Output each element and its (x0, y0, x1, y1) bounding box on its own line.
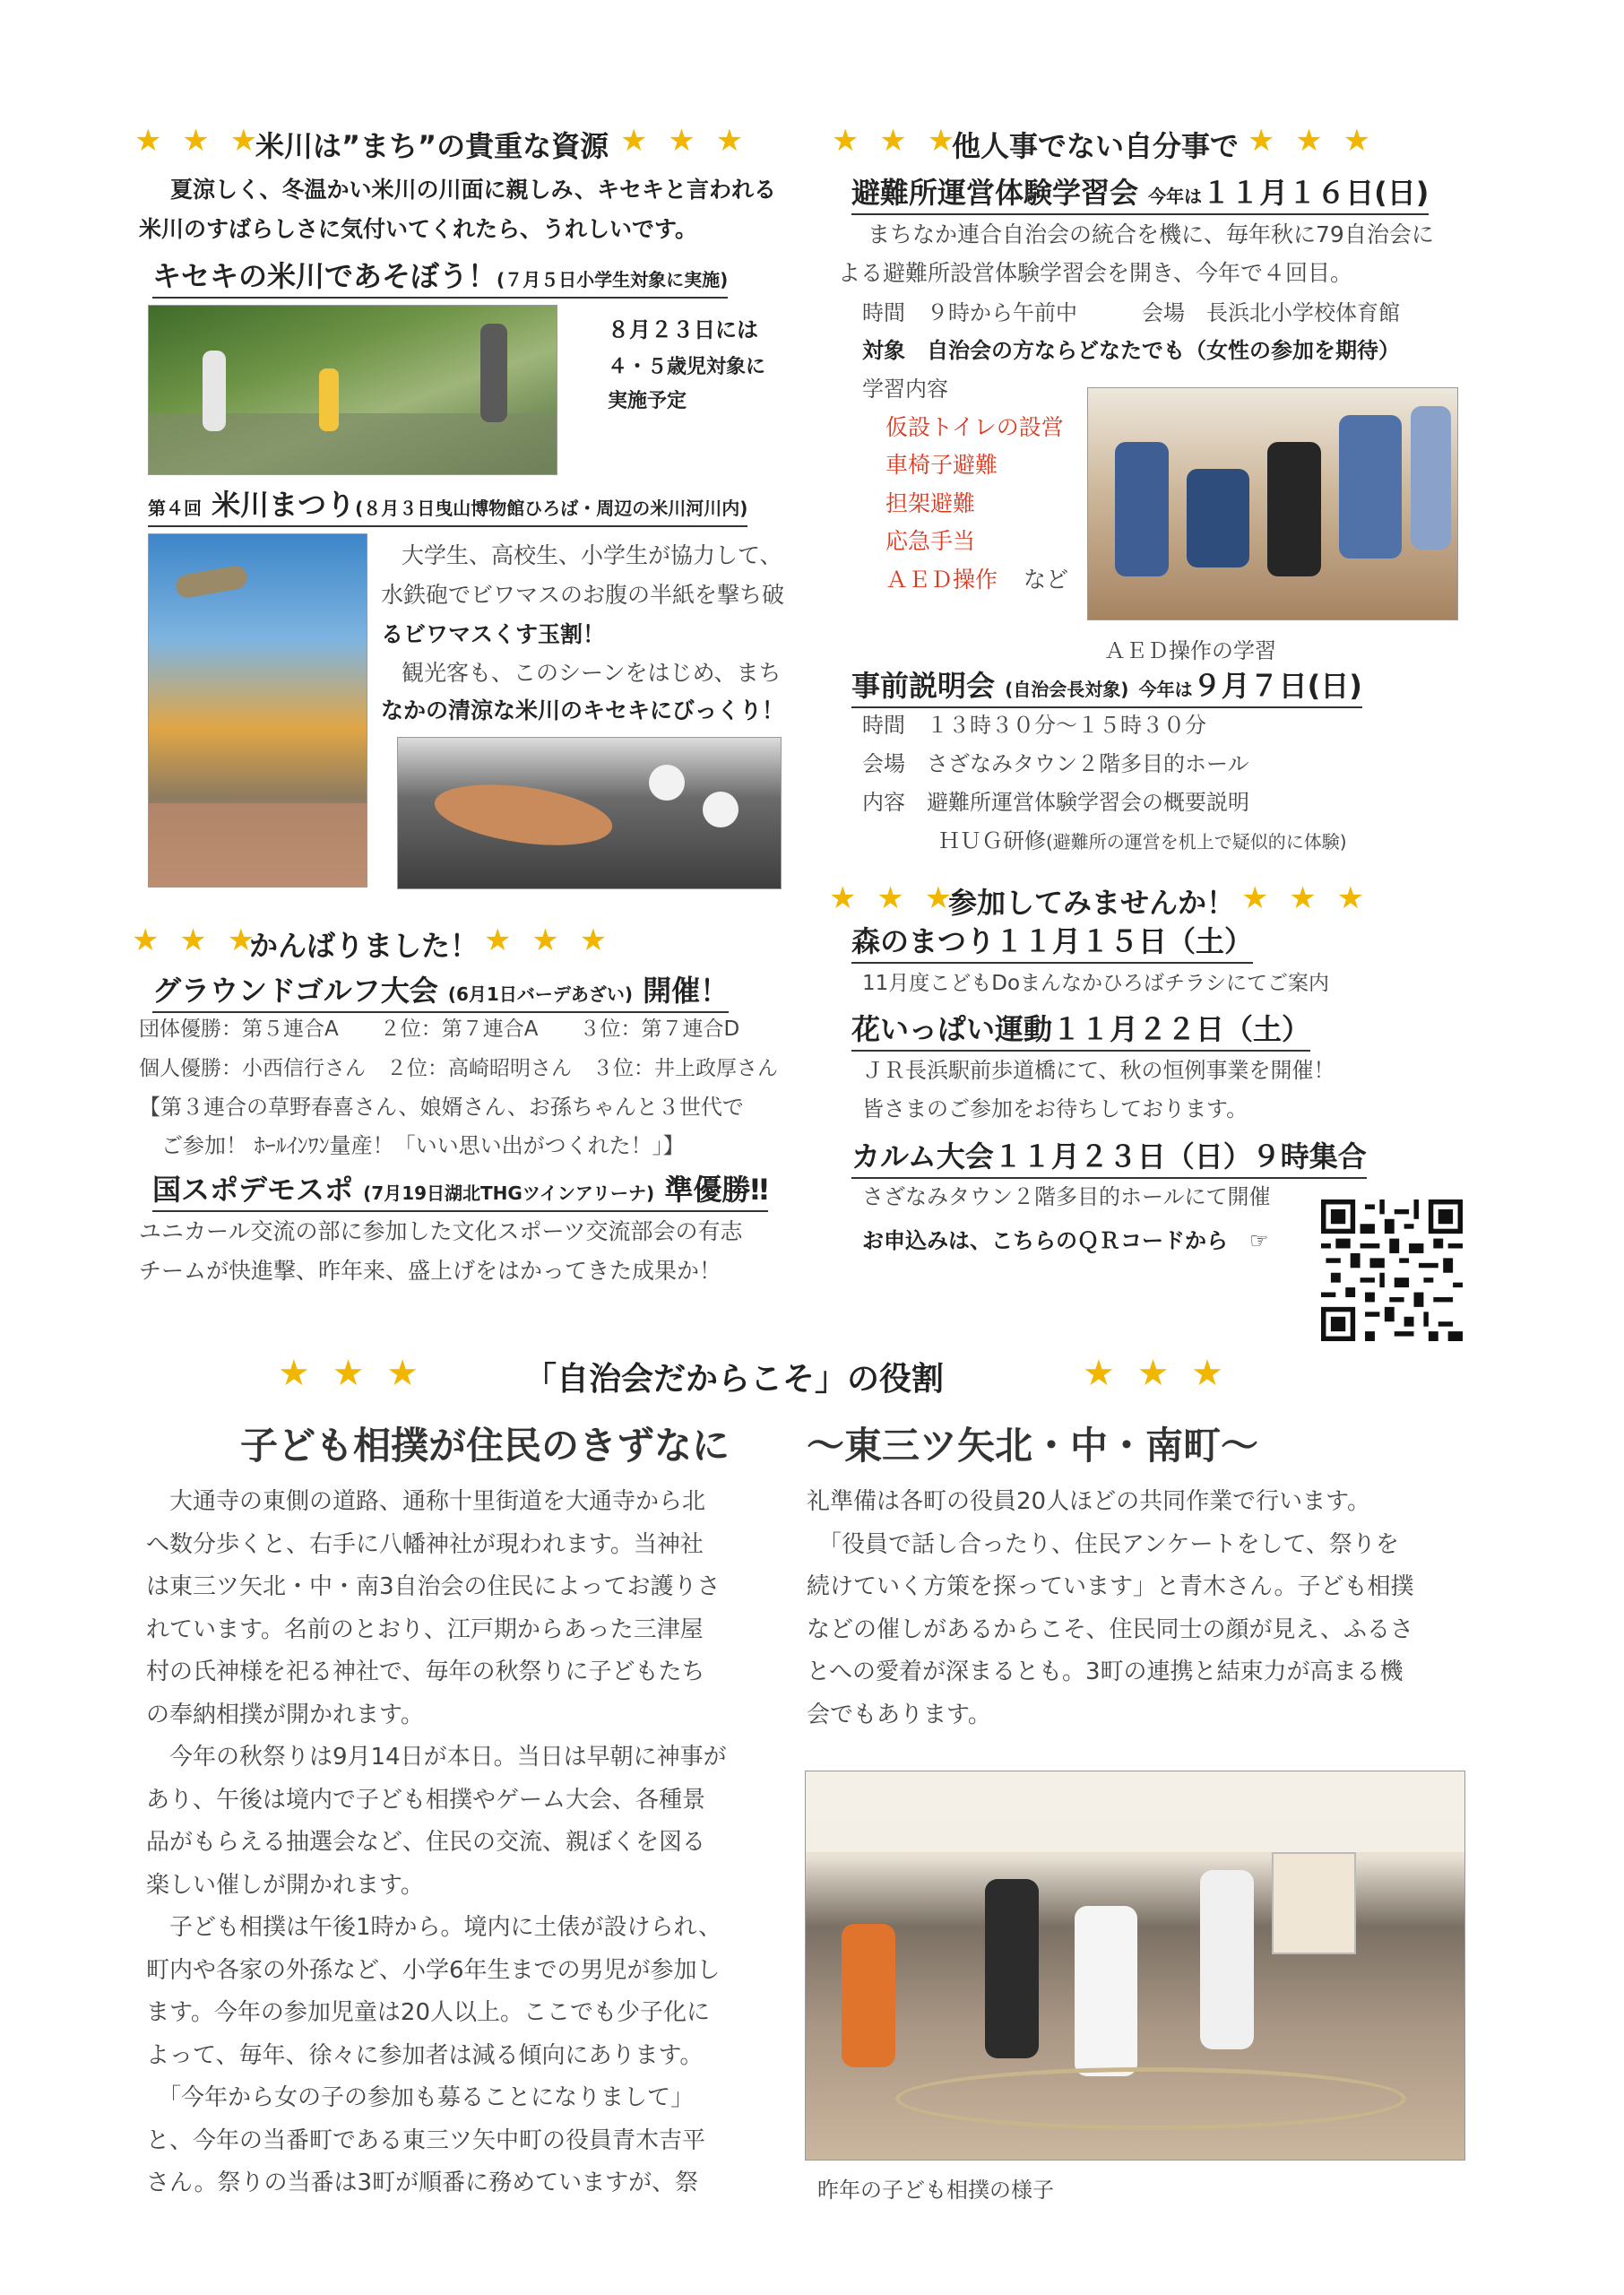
golf-line-1: 団体優勝：第５連合A ２位：第７連合A ３位：第７連合D (139, 1018, 740, 1041)
feature-headline-right: ～東三ツ矢北・中・南町～ (807, 1424, 1259, 1468)
star-group-right-2: ★ ★ ★ (829, 880, 958, 916)
photo-kids-sumo (805, 1771, 1465, 2161)
star-group-bottom-right: ★ ★ ★ (1083, 1353, 1230, 1394)
hinan-time-venue: 時間 ９時から午前中 会場 長浜北小学校体育館 (862, 300, 1400, 325)
star-group-left-1: ★ ★ ★ (134, 123, 263, 159)
feature-left-line: へ数分歩くと、右手に八幡神社が現われます。当神社 (146, 1530, 704, 1558)
star-group-right-1b: ★ ★ ★ (1248, 123, 1377, 159)
golf-line-2: 個人優勝：小西信行さん ２位：高崎昭明さん ３位：井上政厚さん (139, 1057, 778, 1080)
jizen-content: 内容 避難所運営体験学習会の概要説明 (862, 790, 1249, 815)
feature-left-line: と、今年の当番町である東三ツ矢中町の役員青木吉平 (146, 2126, 706, 2154)
feature-right-line: などの催しがあるからこそ、住民同士の顔が見え、ふるさ (807, 1615, 1414, 1643)
mori-line-1: 11月度こどもDoまんなかひろばチラシにてご案内 (862, 972, 1330, 995)
feature-left-line: よって、毎年、徐々に参加者は減る傾向にあります。 (146, 2041, 704, 2069)
section-title-yonekawa: 米川は”まち”の貴重な資源 (255, 129, 609, 163)
photo-matsuri-kusudama (148, 533, 367, 888)
photo-aed-training (1087, 387, 1458, 620)
star-group-left-2b: ★ ★ ★ (484, 922, 613, 958)
feature-left-line: 「今年から女の子の参加も募ることになりまして」 (146, 2084, 695, 2111)
hinan-title: 避難所運営体験学習会 今年は１１月１６日(日) (851, 170, 1429, 215)
karumu-line-2: お申込みは、こちらのＱＲコードから ☞ (862, 1228, 1269, 1253)
feature-right-line: 会でもあります。 (807, 1701, 991, 1728)
mori-title: 森のまつり１１月１５日（土） (851, 919, 1253, 964)
matsuri-title: 第４回 米川まつり(８月３日曳山博物館ひろば・周辺の米川河川内) (148, 482, 747, 527)
kiseki-side-2: ４・５歳児対象に (608, 356, 766, 378)
feature-left-line: 今年の秋祭りは9月14日が本日。当日は早朝に神事が (146, 1744, 727, 1771)
feature-right-line: とへの愛着が深まるとも。3町の連携と結束力が高まる機 (807, 1658, 1404, 1685)
qr-code-icon[interactable] (1321, 1199, 1463, 1341)
matsuri-text-2: 水鉄砲でビワマスのお腹の半紙を撃ち破 (381, 582, 785, 608)
pointing-hand-icon: ☞ (1249, 1228, 1269, 1253)
star-group-right-1: ★ ★ ★ (832, 123, 961, 159)
supo-line-2: チームが快進撃、昨年来、盛上げをはかってきた成果か！ (139, 1258, 722, 1284)
supo-line-1: ユニカール交流の部に参加した文化スポーツ交流部会の有志 (139, 1218, 743, 1244)
star-group-left-1b: ★ ★ ★ (620, 123, 749, 159)
kiseki-title: キセキの米川であそぼう！(７月５日小学生対象に実施) (152, 254, 728, 299)
feature-left-line: ます。今年の参加児童は20人以上。ここでも少子化に (146, 1999, 711, 2026)
feature-headline-left: 子ども相撲が住民のきずなに (240, 1424, 730, 1468)
learn-items-suffix: など (1024, 567, 1069, 593)
section-title-ganbari: かんばりました！ (249, 929, 479, 963)
star-group-right-2b: ★ ★ ★ (1241, 880, 1370, 916)
hana-title: 花いっぱい運動１１月２２日（土） (851, 1007, 1310, 1052)
jizen-time: 時間 １３時３０分～１５時３０分 (862, 713, 1206, 738)
feature-left-line: さん。祭りの当番は3町が順番に務めていますが、祭 (146, 2169, 699, 2196)
yonekawa-intro-2: 米川のすばらしさに気付いてくれたら、うれしいです。 (139, 216, 698, 242)
section-title-jibungoto: 他人事でない自分事で (952, 129, 1240, 163)
feature-right-body (807, 1481, 1452, 1736)
kiseki-side-1: ８月２３日には (608, 317, 758, 342)
hana-line-1: ＪＲ長浜駅前歩道橋にて、秋の恒例事業を開催！ (862, 1058, 1335, 1083)
star-group-bottom-left: ★ ★ ★ (278, 1353, 425, 1394)
feature-left-line: 品がもらえる抽選会など、住民の交流、親ぼくを図る (146, 1829, 706, 1856)
sumo-photo-caption: 昨年の子ども相撲の様子 (817, 2178, 1054, 2203)
learn-item-stretcher: 担架避難 (885, 490, 976, 516)
feature-left-line: 村の氏神様を祀る神社で、毎年の秋祭りに子どもたち (146, 1658, 705, 1685)
golf-line-4: ご参加！ ﾎｰﾙｲﾝﾜﾝ量産！「いい思い出がつくれた！」】 (161, 1133, 685, 1158)
feature-left-line: れています。名前のとおり、江戸期からあった三津屋 (146, 1615, 704, 1643)
yonekawa-intro-1: 夏涼しく、冬温かい米川の川面に親しみ、キセキと言われる (170, 177, 777, 203)
hinan-line-1: まちなか連合自治会の統合を機に、毎年秋に79自治会に (868, 221, 1434, 247)
feature-right-line: 続けていく方策を探っています」と青木さん。子ども相撲 (807, 1573, 1414, 1600)
learn-item-toilet: 仮設トイレの設営 (885, 414, 1064, 440)
feature-left-line: 楽しい催しが開かれます。 (146, 1871, 424, 1899)
matsuri-text-3: るビワマスくす玉割！ (381, 621, 606, 647)
learn-item-wheelchair: 車椅子避難 (885, 452, 998, 478)
aed-photo-caption: ＡＥＤ操作の学習 (1104, 638, 1276, 663)
learn-item-firstaid: 応急手当 (885, 528, 976, 554)
hinan-target: 対象 自治会の方ならどなたでも（女性の参加を期待） (862, 338, 1400, 363)
golf-title: グラウンドゴルフ大会 (6月1日バーデあざい) 開催！ (152, 968, 729, 1013)
hana-line-2: 皆さまのご参加をお待ちしております。 (862, 1096, 1248, 1122)
feature-left-line: の奉納相撲が開かれます。 (146, 1701, 424, 1728)
kiseki-side-3: 実施予定 (608, 390, 687, 412)
feature-right-line: 礼準備は各町の役員20人ほどの共同作業で行います。 (807, 1488, 1371, 1515)
hinan-line-2: よる避難所設営体験学習会を開き、今年で４回目。 (838, 260, 1353, 286)
matsuri-text-5: なかの清涼な米川のキセキにびっくり！ (381, 697, 785, 723)
golf-line-3: 【第３連合の草野春喜さん、娘婿さん、お孫ちゃんと３世代で (139, 1095, 744, 1120)
karumu-line-1: さざなみタウン２階多目的ホールにて開催 (862, 1184, 1271, 1209)
feature-left-line: あり、午後は境内で子ども相撲やゲーム大会、各種景 (146, 1786, 706, 1814)
jizen-title: 事前説明会 (自治会長対象) 今年は９月７日(日) (851, 663, 1362, 708)
photo-kiseki-river-play (148, 305, 557, 475)
feature-left-line: は東三ツ矢北・中・南3自治会の住民によってお護りさ (146, 1573, 721, 1600)
photo-matsuri-biwamasu (397, 737, 782, 889)
karumu-title: カルム大会１１月２３日（日）９時集合 (851, 1134, 1367, 1179)
feature-left-line: 町内や各家の外孫など、小学6年生までの男児が参加し (146, 1956, 721, 1984)
supo-title: 国スポデモスポ (7月19日湖北THGツインアリーナ) 準優勝‼ (152, 1167, 768, 1212)
matsuri-text-1: 大学生、高校生、小学生が協力して、 (402, 542, 782, 568)
feature-left-line: 大通寺の東側の道路、通称十里街道を大通寺から北 (146, 1488, 706, 1515)
learn-item-aed: ＡＥＤ操作 (885, 567, 998, 593)
jizen-venue: 会場 さざなみタウン２階多目的ホール (862, 751, 1249, 776)
feature-right-line: 「役員で話し合ったり、住民アンケートをして、祭りを (807, 1530, 1399, 1558)
star-group-left-2: ★ ★ ★ (132, 922, 261, 958)
feature-left-line: 子ども相撲は午後1時から。境内に土俵が設けられ、 (146, 1914, 722, 1941)
hinan-content-label: 学習内容 (862, 377, 948, 402)
feature-left-body (146, 1481, 764, 2205)
jizen-hug: ＨＵＧ研修(避難所の運営を机上で疑似的に体験) (938, 828, 1347, 853)
feature-section-title: 「自治会だからこそ」の役割 (524, 1361, 945, 1398)
matsuri-text-4: 観光客も、このシーンをはじめ、まち (402, 660, 782, 686)
section-title-sanka: 参加してみませんか！ (948, 886, 1236, 920)
